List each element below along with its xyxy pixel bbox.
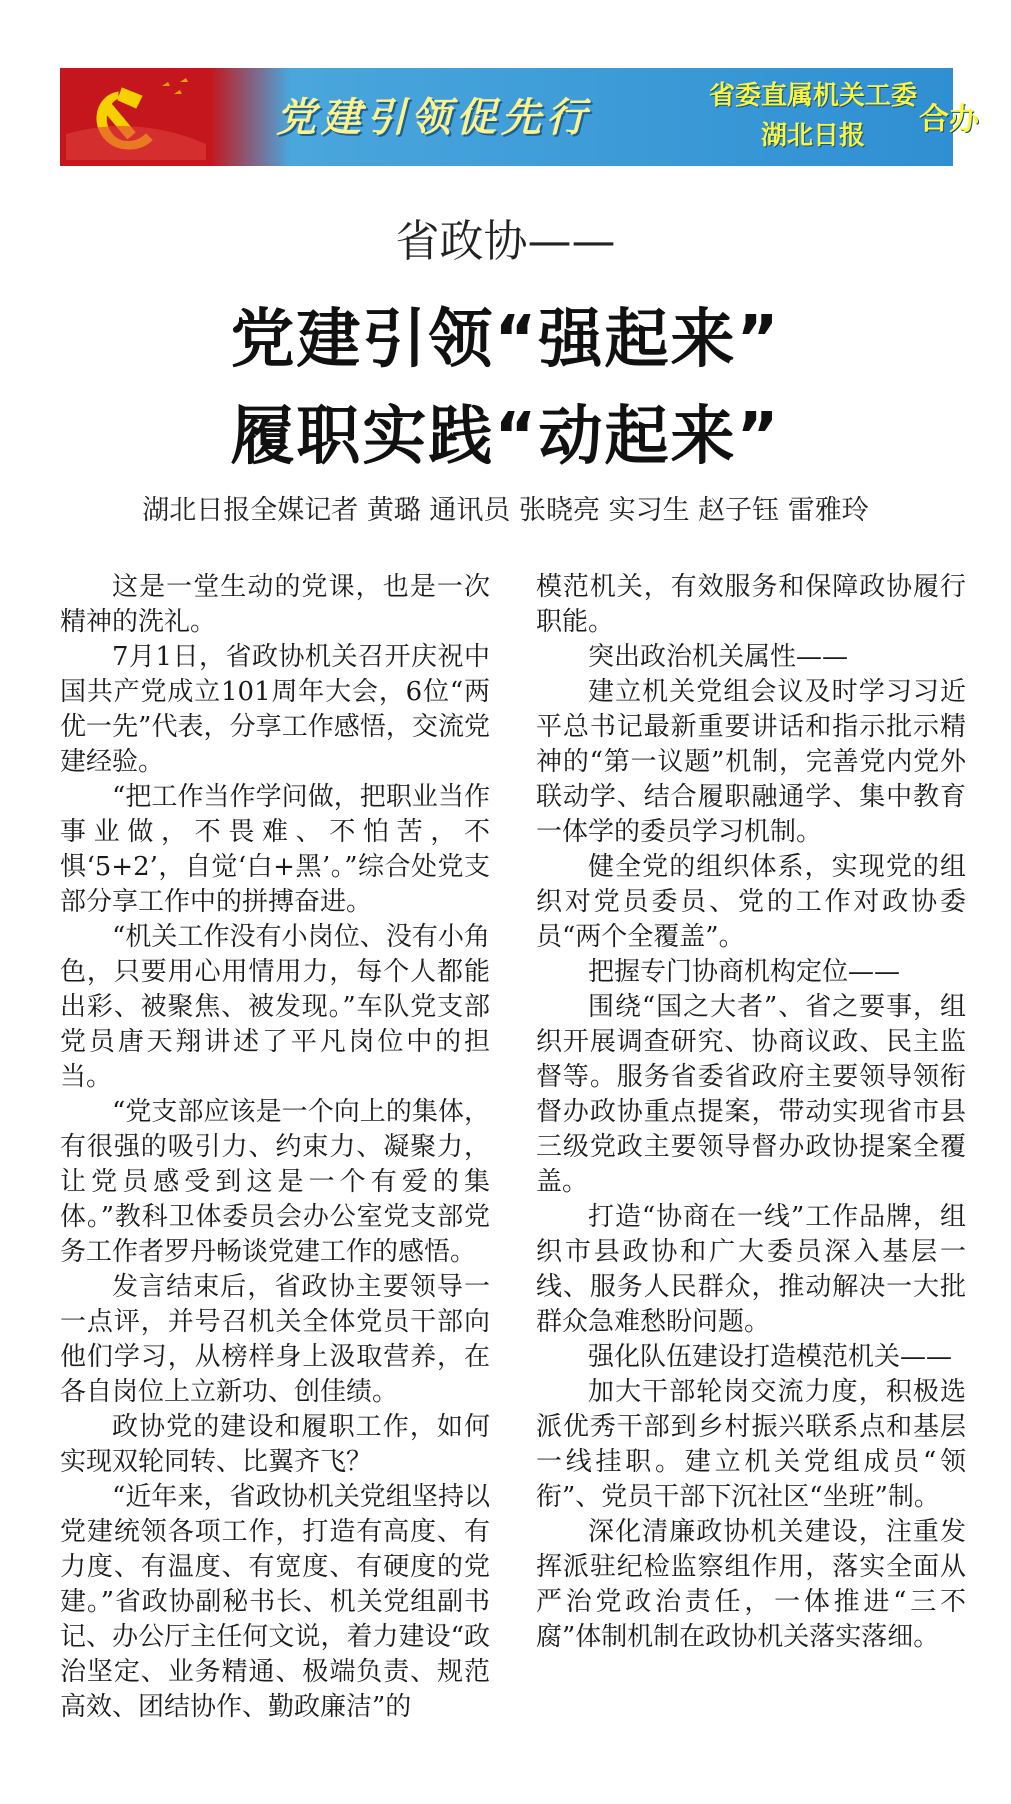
paragraph: “机关工作没有小岗位、没有小角色，只要用心用情用力，每个人都能出彩、被聚焦、被发现。”车队党支部党员唐天翔讲述了平凡岗位中的担当。 bbox=[60, 922, 490, 1092]
article-kicker: 省政协—— bbox=[395, 216, 616, 267]
paragraph: 政协党的建设和履职工作，如何实现双轮同转、比翼齐飞？ bbox=[60, 1412, 490, 1477]
section-heading: 把握专门协商机构定位—— bbox=[588, 957, 901, 987]
paragraph: “把工作当作学问做，把职业当作事业做，不畏难、不怕苦，不惧‘5+2’，自觉‘白+黑’。”综合处党支部分享工作中的拼搏奋进。 bbox=[60, 782, 490, 917]
article-column-left bbox=[60, 570, 490, 1725]
paragraph: 这是一堂生动的党课，也是一次精神的洗礼。 bbox=[60, 572, 490, 637]
paragraph: 7月1日，省政协机关召开庆祝中国共产党成立101周年大会，6位“两优一先”代表，分享工作感悟，交流党建经验。 bbox=[60, 642, 490, 777]
banner-organizers bbox=[708, 76, 918, 156]
org-line-1: 省委直属机关工委 bbox=[708, 81, 917, 111]
section-heading: 突出政治机关属性—— bbox=[588, 642, 849, 672]
paragraph: “近年来，省政协机关党组坚持以党建统领各项工作，打造有高度、有力度、有温度、有宽度、有硬度的党建。”省政协副秘书长、机关党组副书记、办公厅主任何文说，着力建设“政治坚定、业务精通、极端负责、规范高效、团结协作、勤政廉洁”的 bbox=[60, 1482, 490, 1722]
paragraph: 发言结束后，省政协主要领导一一点评，并号召机关全体党员干部向他们学习，从榜样身上汲取营养，在各自岗位上立新功、创佳绩。 bbox=[60, 1272, 490, 1407]
org-line-2: 湖北日报 bbox=[760, 121, 865, 151]
headline-line-1: 党建引领“强起来” bbox=[230, 303, 781, 377]
paragraph: 健全党的组织体系，实现党的组织对党员委员、党的工作对政协委员“两个全覆盖”。 bbox=[536, 852, 966, 952]
banner-slogan: 党建引领促先行 bbox=[276, 94, 591, 141]
paragraph: “党支部应该是一个向上的集体，有很强的吸引力、约束力、凝聚力，让党员感受到这是一个有爱的集体。”教科卫体委员会办公室党支部党务工作者罗丹畅谈党建工作的感悟。 bbox=[60, 1097, 490, 1267]
paragraph: 建立机关党组会议及时学习习近平总书记最新重要讲话和指示批示精神的“第一议题”机制，完善党内党外联动学、结合履职融通学、集中教育一体学的委员学习机制。 bbox=[536, 677, 966, 847]
paragraph: 深化清廉政协机关建设，注重发挥派驻纪检监察组作用，落实全面从严治党政治责任，一体推进“三不腐”体制机制在政协机关落实落细。 bbox=[536, 1517, 966, 1652]
article-column-right bbox=[536, 570, 966, 1655]
headline-line-2: 履职实践“动起来” bbox=[230, 400, 781, 474]
paragraph: 打造“协商在一线”工作品牌，组织市县政协和广大委员深入基层一线、服务人民群众，推动解决一大批群众急难愁盼问题。 bbox=[536, 1202, 966, 1337]
paragraph: 加大干部轮岗交流力度，积极选派优秀干部到乡村振兴联系点和基层一线挂职。建立机关党组成员“领衔”、党员干部下沉社区“坐班”制。 bbox=[536, 1377, 966, 1512]
co-host-label: 合办 bbox=[919, 102, 979, 137]
paragraph: 模范机关，有效服务和保障政协履行职能。 bbox=[536, 572, 966, 637]
header-banner bbox=[60, 68, 979, 166]
paragraph: 围绕“国之大者”、省之要事，组织开展调查研究、协商议政、民主监督等。服务省委省政府主要领导领衔督办政协重点提案，带动实现省市县三级党政主要领导督办政协提案全覆盖。 bbox=[536, 992, 966, 1197]
party-emblem-icon bbox=[66, 74, 206, 160]
byline: 湖北日报全媒记者 黄璐 通讯员 张晓亮 实习生 赵子钰 雷雅玲 bbox=[142, 495, 869, 526]
section-heading: 强化队伍建设打造模范机关—— bbox=[588, 1342, 953, 1372]
